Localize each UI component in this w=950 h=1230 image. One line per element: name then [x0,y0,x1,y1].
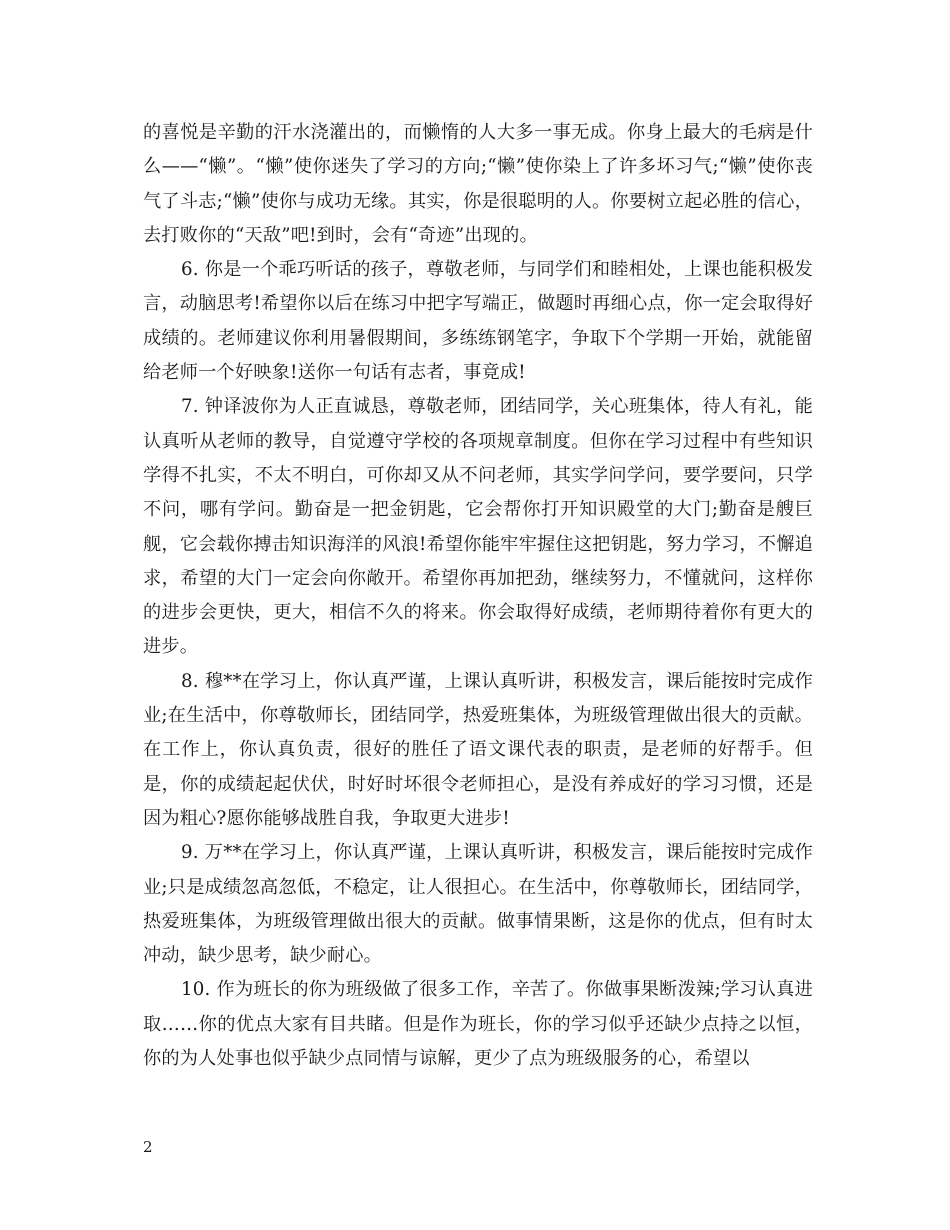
paragraph-item-6: 6. 你是一个乖巧听话的孩子，尊敬老师，与同学们和睦相处，上课也能积极发言，动脑思考!希望你以后在练习中把字写端正，做题时再细心点，你一定会取得好成绩的。老师建议你利用暑假期间，多练练钢笔字，争取下个学期一开始，就能留给老师一个好映象!送你一句话有志者，事竟成! [143,259,813,384]
paragraph-item-8: 8. 穆**在学习上，你认真严谨，上课认真听讲，积极发言，课后能按时完成作业;在生活中，你尊敬师长，团结同学，热爱班集体，为班级管理做出很大的贡献。在工作上，你认真负责，很好的胜任了语文课代表的职责，是老师的好帮手。但是，你的成绩起起伏伏，时好时坏很令老师担心，是没有养成好的学习习惯，还是因为粗心?愿你能够战胜自我，争取更大进步! [143,670,813,829]
paragraph-item-10: 10. 作为班长的你为班级做了很多工作，辛苦了。你做事果断泼辣;学习认真进取……你的优点大家有目共睹。但是作为班长，你的学习似乎还缺少点持之以恒，你的为人处事也似乎缺少点同情与谅解，更少了点为班级服务的心，希望以 [143,979,813,1070]
page-number: 2 [143,1138,153,1156]
paragraph-item-9: 9. 万**在学习上，你认真严谨，上课认真听讲，积极发言，课后能按时完成作业;只是成绩忽高忽低，不稳定，让人很担心。在生活中，你尊敬师长，团结同学，热爱班集体，为班级管理做出很大的贡献。做事情果断，这是你的优点，但有时太冲动，缺少思考，缺少耐心。 [143,842,813,967]
body-text [143,116,813,1076]
paragraph-continuation: 的喜悦是辛勤的汗水浇灌出的，而懒惰的人大多一事无成。你身上最大的毛病是什么——“懒”。“懒”使你迷失了学习的方向;“懒”使你染上了许多坏习气;“懒”使你丧气了斗志;“懒”使你与成功无缘。其实，你是很聪明的人。你要树立起必胜的信心，去打败你的“天敌”吧!到时，会有“奇迹”出现的。 [143,122,813,246]
paragraph-item-7: 7. 钟译波你为人正直诚恳，尊敬老师，团结同学，关心班集体，待人有礼，能认真听从老师的教导，自觉遵守学校的各项规章制度。但你在学习过程中有些知识学得不扎实，不太不明白，可你却又从不问老师，其实学问学问，要学要问，只学不问，哪有学问。勤奋是一把金钥匙，它会帮你打开知识殿堂的大门;勤奋是艘巨舰，它会载你搏击知识海洋的风浪!希望你能牢牢握住这把钥匙，努力学习，不懈追求，希望的大门一定会向你敞开。希望你再加把劲，继续努力，不懂就问，这样你的进步会更快，更大，相信不久的将来。你会取得好成绩，老师期待着你有更大的进步。 [143,396,813,658]
